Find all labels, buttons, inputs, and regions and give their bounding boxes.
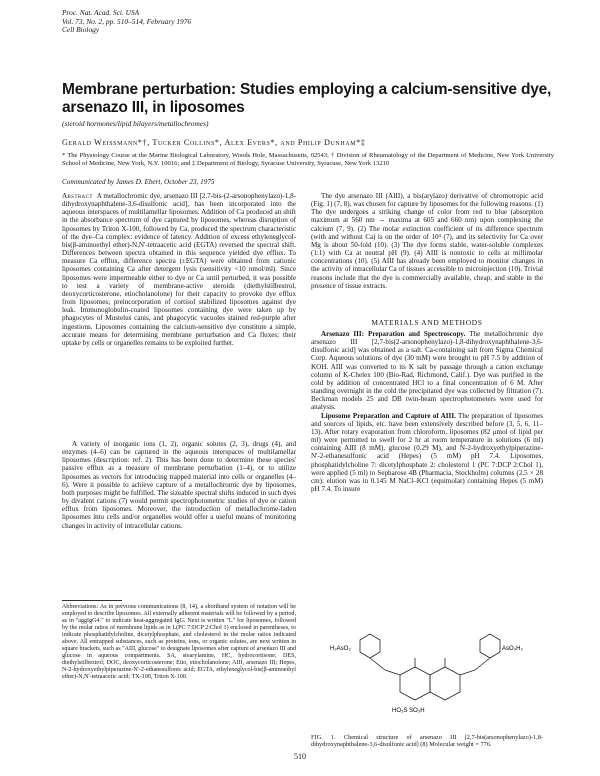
page-number: 510 bbox=[294, 752, 306, 761]
methods-subhead-1: Arsenazo III: Preparation and Spectroscopy. bbox=[321, 330, 466, 338]
communicated-by: Communicated by James D. Ebert, October 23, 1975 bbox=[62, 178, 215, 186]
methods-heading: MATERIALS AND METHODS bbox=[371, 318, 483, 327]
intro-paragraph: A variety of inorganic ions (1, 2), organic solutes (2, 3), drugs (4), and enzymes (4–6) can be captured in the aqueous interspaces of multilamellar liposomes (description: ref. 2). This has been done to determine these species' passive efflux as a measure of membrane perturbation (1–4), or to utilize liposomes as vectors for introducing trapped material into cells or organelles (4–6). Were it possible to achieve capture of a metallochromic dye by liposomes, both purposes might be fulfilled. The sizeable spectral shifts induced in such dyes by divalent cations (7) would permit spectrophotometric studies of dye or cation efflux from liposomes. Moreover, the introduction of metallochrome-laden liposomes into cells and/or organelles would offer a useful means of monitoring changes in activity of intracellular cations. bbox=[62, 440, 296, 530]
intro-right-paragraph: The dye arsenazo III (AIII), a bis(arylazo) derivative of chromotropic acid (Fig. 1) (7, 8), was chosen for capture by liposomes for the following reasons. (1) The dye undergoes a striking change of color from red to blue (absorption maximum at 560 nm → maxima at 605 and 660 nm) upon complexing the calcium (7, 9). (2) The molar extinction coefficient of its difference spectrum (with and without Ca) is on the order of 10⁴ (7), and its selectivity for Ca over Mg is about 50-fold (10). (3) The dye forms stable, water-soluble complexes (1:1) with Ca at neutral pH (9). (4) AIII is nontoxic to cells at millimolar concentrations (10). (5) AIII has already been employed to monitor changes in the activity of intracellular Ca of tissues accessible to microinjection (10). Trivial reasons include that the dye is commercially available, cheap, and stable in the presence of tissue extracts. bbox=[311, 192, 543, 290]
article-title: Membrane perturbation: Studies employing a calcium-sensitive dye, arsenazo III, in liposomes bbox=[62, 81, 552, 116]
methods-paragraph-2: The preparation of liposomes and sources of lipids, etc. have been extensively described before (3, 5, 6, 11–13). After rotary evaporation from chloroform, liposomes (82 μmol of lipid per ml) were permitted to swell for 2 hr at room temperature in solutions (6 ml) containing AIII (8 mM), glucose (0.29 M), and N-2-hydroxyethylpiperazine-N'-2-ethanesulfonic acid (Hepes) (5 mM) pH 7.4. Liposomes, phosphatidylcholine 7: dicetylphosphate 2: cholesterol 1 (PC 7:DCP 2:Chol 1), were applied (5 ml) to Sepharose 4B (Pharmacia, Stockholm) columns (2.5 × 28 cm): elution was in 0.145 M NaCl–KCl (equimolar) containing Hepes (5 mM) pH 7.4. To insure bbox=[311, 411, 543, 493]
figure-label-left: H₂AsO₃ bbox=[330, 646, 351, 652]
naphthalene-right-ring bbox=[430, 667, 460, 700]
footnotes: Abbreviations: As in previous communications (8, 14), a shorthand system of notation will be employed to describe liposomes. All externally adherent materials will be followed by a period, as in "aggIgG4." to indicate heat-aggregated IgG. Next is written "L" for liposomes, followed by the molar ratios of membrane lipids as in L(PC 7:DCP 2:Chol 1) enclosed in parentheses, to indicate phosphatidylcholine, dicetylphosphate, and cholesterol in the molar ratios indicated above. All entrapped substances, such as proteins, ions, or organic solutes, are next written in square brackets, such as "AIII, glucose" to designate liposomes after capture of arsenazo III and glucose in aqueous compartments. SA, stearylamine, HC, hydrocortisone; DES, diethylstilbestrol; DOC, deoxycorticosterone; Etio, etiocholanolone; AIII, arsenazo III; Hepes, N-2-hydroxyethylpiperazine-N'-2-ethanesulfonic acid; EGTA, ethyleneglycol-bis(β-aminoethyl ether)-N,N'-tetraacetic acid; TX-100, Triton X-100. bbox=[62, 604, 296, 680]
abstract bbox=[62, 192, 296, 347]
figure-label-bottom: HO₃S SO₃H bbox=[392, 708, 425, 714]
journal-name: Proc. Nat. Acad. Sci. USA bbox=[62, 8, 140, 17]
figure-caption: FIG. 1. Chemical structure of arsenazo III [2,7-bis(arsonophenylazo)-1,8-dihydroxynaphthalene-3,6-disulfonic acid] (8) Molecular weight = 776. bbox=[311, 734, 543, 749]
methods-paragraph-1: The metallochromic dye arsenazo III [2,7-bis(2-arsonophenylazo)-1,8-dihydroxynaphthalene-3,6-disulfonic acid] was obtained as a salt. Ca-containing salt from Sigma Chemical Corp. Aqueous solutions of dye (30 mM) were brought to pH 7.5 by addition of KOH. AIII was converted to its K salt by passage through a cation exchange column of K-Chelex 100 (Bio-Rad, Richmond, Calif.). Dye was purified in the cold by addition of concentrated HCl to a final concentration of 6 M. After standing overnight in the cold the precipitated dye was collected by filtration (7). Beckman models 25 and DB twin-beam spectrophotometers were used for analysis. bbox=[311, 330, 543, 412]
authors: Gerald Weissmann*†, Tucker Collins*, Alex Evers*, and Philip Dunham*‡ bbox=[62, 138, 366, 147]
arsenazo-structure-figure bbox=[330, 630, 530, 720]
keywords: (steroid hormones/lipid bilayers/metallochromes) bbox=[62, 119, 209, 128]
abstract-heading: Abstract bbox=[62, 192, 93, 200]
introduction-right bbox=[311, 192, 543, 290]
journal-citation bbox=[62, 9, 191, 35]
right-phenyl-ring bbox=[480, 634, 500, 658]
abstract-text: A metallochromic dye, arsenazo III [2,7-bis-(2-arsonophenylazo)-1,8-dihydroxynaphthalene-3,6-disulfonic acid], has been incorporated into the aqueous interspaces of multilamellar liposomes. Addition of Ca produced an shift in the absorbance spectrum of dye captured by liposomes, whereas disruption of liposomes by Triton X-100, followed by Ca, produced the spectrum characteristic of the dye–Ca complex: evidence of latency. Addition of excess ethyleneglycol-bis(β-aminoethyl ether)-N,N'-tetraacetic acid (EGTA) reversed the spectral shift. Differences between spectra obtained in this sequence yielded dye efflux. To measure Ca efflux, difference spectra (±EGTA) were obtained from cationic liposomes containing Ca after detergent lysis (sensitivity <10 nmol/ml). Since liposomes were impermeable either to dye or Ca until perturbed, it was possible to test a variety of membrane-active steroids (diethylstilbestrol, deoxycorticosterone, etiocholanolone) for their capacity to provoke dye efflux from liposomes; preincorporation of cortisol stabilized liposomes against dye leak. Immunoglobulin-coated liposomes containing dye were taken up by phagocytes of Mustelus canis, and phagocytic vacuoles stained red-purple after ingestions. Liposomes containing the calcium-sensitive dye constitute a simple, accurate means for determining membrane perturbation and Ca fluxes; their uptake by cells or organelles remains to be exploited further. bbox=[62, 192, 296, 347]
introduction-left bbox=[62, 440, 296, 530]
journal-section: Cell Biology bbox=[62, 25, 100, 35]
methods-subhead-2: Liposome Preparation and Capture of AIII. bbox=[321, 411, 456, 420]
naphthalene-left-ring bbox=[400, 667, 430, 700]
figure-label-right: AsO₃H₂ bbox=[502, 646, 523, 652]
journal-volume: Vol. 73, No. 2, pp. 510–514, February 1976 bbox=[62, 16, 192, 26]
methods-body bbox=[311, 330, 543, 493]
affiliations: * The Physiology Course at the Marine Biological Laboratory, Woods Hole, Massachusetts, 02543; † Division of Rheumatology of the Department of Medicine, New York University School of Medicine, New York, N.Y. 10016; and ‡ Department of Biology, Syracuse University, Syracuse, New York 13210 bbox=[62, 152, 554, 167]
left-phenyl-ring bbox=[360, 634, 380, 658]
footnote-rule bbox=[62, 600, 122, 601]
